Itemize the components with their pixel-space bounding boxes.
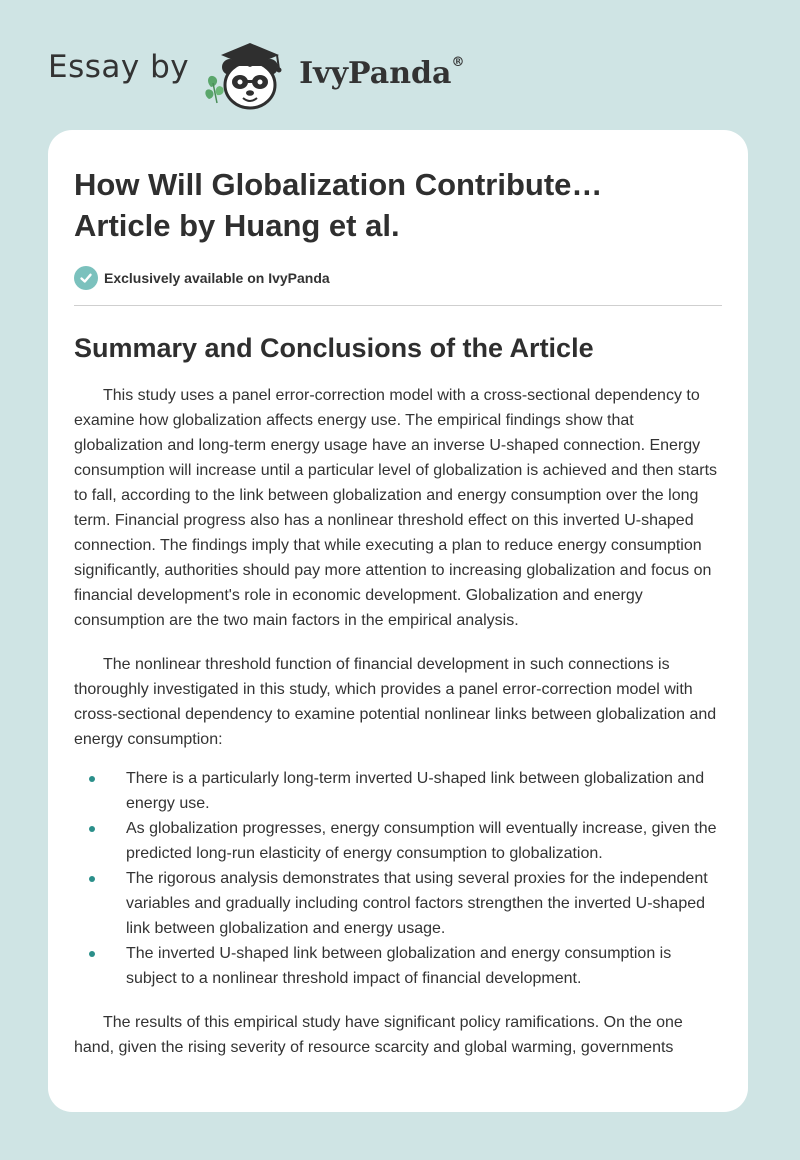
bullet-dot-icon (89, 951, 95, 957)
title-line-1: How Will Globalization Contribute… (74, 167, 603, 202)
divider (74, 305, 722, 306)
paragraph: This study uses a panel error-correction model with a cross-sectional dependency to examine how globalization affects energy use. The empirical findings show that globalization and long-term energy usage have an inverse U-shaped connection. Energy consumption will increase until a particular level of globalization is achieved and then starts to fall, according to the link between globalization and energy consumption over the long term. Financial progress also has a nonlinear threshold effect on this inverted U-shaped connection. The findings imply that while executing a plan to reduce energy consumption significantly, authorities should pay more attention to increasing globalization and focus on financial development's role in economic development. Globalization and energy consumption are the two main factors in the empirical analysis. (74, 387, 718, 629)
section-heading: Summary and Conclusions of the Article (74, 333, 594, 363)
site-header (48, 30, 464, 120)
panda-mascot-icon (203, 37, 293, 113)
list-item (74, 866, 722, 941)
list-item-text: The rigorous analysis demonstrates that using several proxies for the independent variables and gradually including control factors strengthen the inverted U-shaped link between globalization and energy usage. (126, 870, 708, 937)
brand-text: IvyPanda (299, 55, 452, 91)
bullet-dot-icon (89, 876, 95, 882)
list-item (74, 816, 722, 866)
findings-list (74, 766, 722, 991)
list-item (74, 941, 722, 991)
list-item-text: As globalization progresses, energy consumption will eventually increase, given the predicted long-run elasticity of energy consumption to globalization. (126, 820, 717, 862)
list-item-text: The inverted U-shaped link between globalization and energy consumption is subject to a nonlinear threshold impact of financial development. (126, 945, 672, 987)
badge-text: Exclusively available on IvyPanda (104, 270, 330, 286)
list-item (74, 766, 722, 816)
registered-mark: ® (451, 54, 465, 70)
brand-name (299, 56, 464, 91)
title-line-2: Article by Huang et al. (74, 208, 400, 243)
exclusive-badge (74, 266, 722, 290)
bullet-dot-icon (89, 776, 95, 782)
essay-content (74, 130, 722, 1060)
essay-by-label: Essay by (48, 49, 190, 85)
checkmark-icon (74, 266, 98, 290)
bullet-dot-icon (89, 826, 95, 832)
essay-card (48, 130, 748, 1112)
paragraph: The nonlinear threshold function of financial development in such connections is thoroughly investigated in this study, which provides a panel error-correction model with cross-sectional dependency to examine potential nonlinear links between globalization and energy consumption: (74, 656, 717, 748)
ivypanda-logo[interactable] (203, 37, 464, 113)
paragraph: The results of this empirical study have significant policy ramifications. On the one hand, given the rising severity of resource scarcity and global warming, governments (74, 1014, 683, 1056)
essay-title (74, 164, 722, 246)
list-item-text: There is a particularly long-term inverted U-shaped link between globalization and energy use. (126, 770, 705, 812)
